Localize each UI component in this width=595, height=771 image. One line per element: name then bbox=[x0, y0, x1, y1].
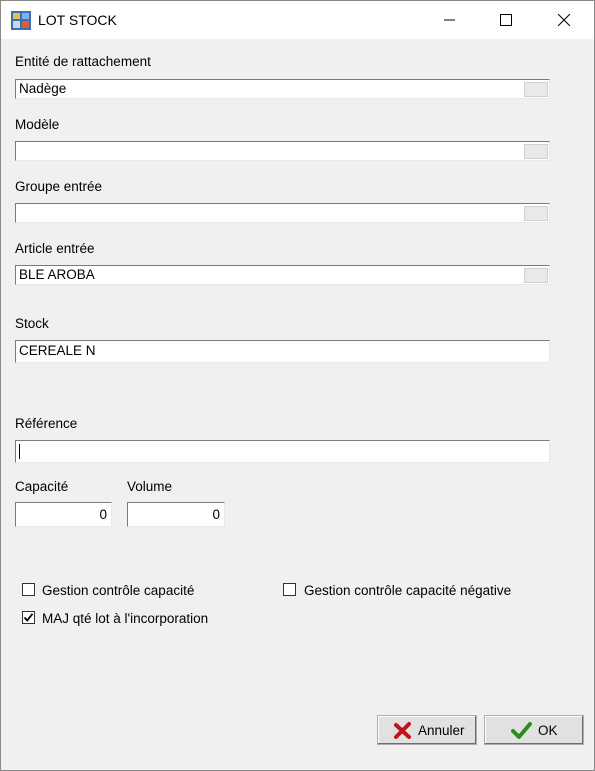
groupe-label: Groupe entrée bbox=[15, 179, 103, 194]
capacite-input[interactable] bbox=[15, 502, 112, 527]
gestion-capacite-negative-label[interactable]: Gestion contrôle capacité négative bbox=[304, 583, 512, 598]
annuler-button[interactable] bbox=[377, 715, 477, 745]
ok-button[interactable] bbox=[484, 715, 584, 745]
entite-combo[interactable] bbox=[15, 79, 550, 99]
title-bar bbox=[1, 1, 594, 39]
ok-label: OK bbox=[538, 723, 558, 738]
maj-qte-checkbox[interactable] bbox=[22, 611, 35, 624]
article-combo[interactable] bbox=[15, 265, 550, 285]
volume-value: 0 bbox=[212, 507, 220, 522]
modele-label: Modèle bbox=[15, 117, 60, 132]
close-button[interactable] bbox=[541, 1, 587, 39]
gestion-capacite-checkbox[interactable] bbox=[22, 583, 35, 596]
volume-label: Volume bbox=[127, 479, 173, 494]
volume-input[interactable] bbox=[127, 502, 225, 527]
app-icon bbox=[11, 11, 31, 30]
annuler-label: Annuler bbox=[418, 723, 465, 738]
entite-label: Entité de rattachement bbox=[15, 54, 151, 69]
close-icon bbox=[558, 14, 570, 26]
window-title: LOT STOCK bbox=[38, 12, 117, 28]
groupe-combo[interactable] bbox=[15, 203, 550, 223]
gestion-capacite-negative-checkbox[interactable] bbox=[283, 583, 296, 596]
checkmark-icon bbox=[23, 612, 34, 623]
maximize-icon bbox=[500, 14, 512, 26]
stock-field[interactable] bbox=[15, 340, 550, 363]
maj-qte-label[interactable]: MAJ qté lot à l'incorporation bbox=[42, 611, 209, 626]
x-icon bbox=[394, 722, 411, 744]
modele-dropdown-button[interactable] bbox=[524, 144, 548, 159]
reference-label: Référence bbox=[15, 416, 78, 431]
check-icon bbox=[511, 722, 532, 745]
minimize-button[interactable] bbox=[427, 1, 473, 39]
minimize-icon bbox=[444, 14, 456, 26]
capacite-value: 0 bbox=[99, 507, 107, 522]
article-label: Article entrée bbox=[15, 241, 95, 256]
entite-dropdown-button[interactable] bbox=[524, 82, 548, 97]
maximize-button[interactable] bbox=[483, 1, 529, 39]
groupe-dropdown-button[interactable] bbox=[524, 206, 548, 221]
article-dropdown-button[interactable] bbox=[524, 268, 548, 283]
modele-combo[interactable] bbox=[15, 141, 550, 161]
stock-label: Stock bbox=[15, 316, 49, 331]
reference-input[interactable] bbox=[15, 440, 550, 463]
capacite-label: Capacité bbox=[15, 479, 69, 494]
stock-value: CEREALE N bbox=[19, 343, 96, 358]
text-caret bbox=[19, 444, 20, 459]
article-value: BLE AROBA bbox=[19, 267, 95, 282]
entite-value: Nadège bbox=[19, 81, 67, 96]
gestion-capacite-label[interactable]: Gestion contrôle capacité bbox=[42, 583, 195, 598]
